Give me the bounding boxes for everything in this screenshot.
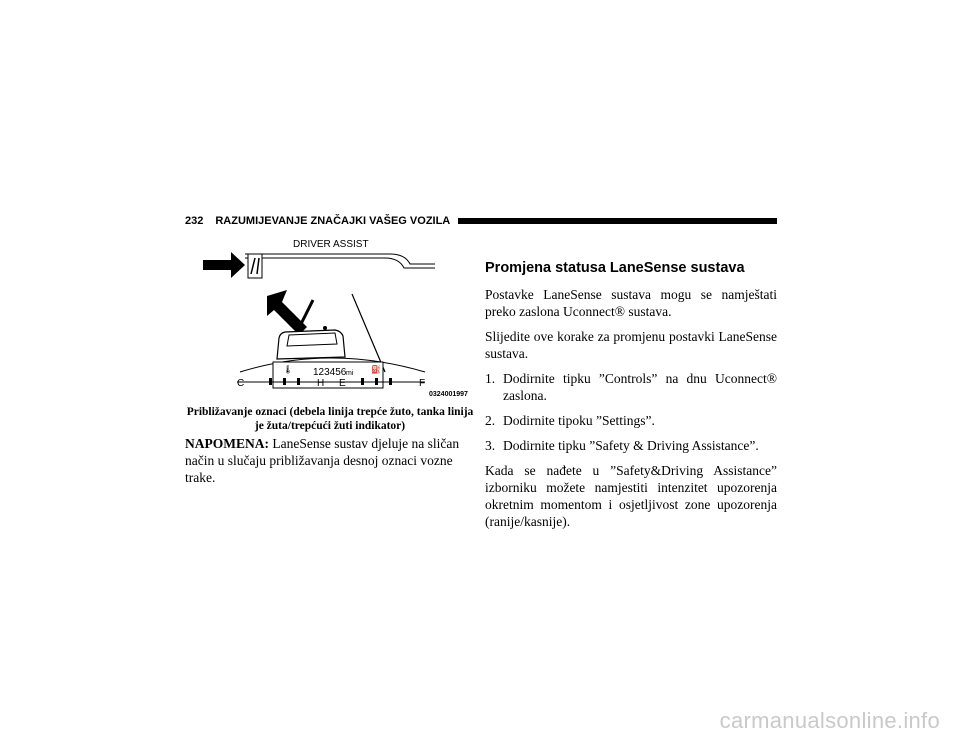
note-label: NAPOMENA: [185,436,269,451]
step-number: 3. [485,438,496,453]
paragraph-settings: Kada se nađete u ”Safety&Driving Assistance” izborniku možete namjestiti intenzitet upozorenja okretnim momentom i osjetljivost zone upozorenja (ranije/kasnije). [485,463,777,529]
right-column [485,260,777,538]
step-item [485,370,777,404]
step-text: Dodirnite tipoku ”Settings”. [503,413,655,428]
figure-caption: Približavanje oznaci (debela linija trepće žuto, tanka linija je žuta/trepćući žuti indikator) [186,406,474,432]
page-number: 232 [185,215,204,227]
note-paragraph [185,435,475,486]
fuel-empty-label: E [339,378,346,389]
section-title: RAZUMIJEVANJE ZNAČAJKI VAŠEG VOZILA [215,215,451,227]
section-heading: Promjena statusa LaneSense sustava [485,260,745,276]
paragraph-steps-intro: Slijedite ove korake za promjenu postavki LaneSense sustava. [485,329,777,361]
lane-line-left [299,300,313,328]
instrument-cluster-figure [185,232,475,402]
step-text: Dodirnite tipku ”Controls” na dnu Uconnect® zaslona. [503,371,777,403]
fuel-full-label: F [419,378,426,389]
step-item [485,437,777,454]
lanesense-indicator-icon [248,254,262,278]
arrow-left-icon [203,252,245,278]
odometer-unit: mi [346,370,354,377]
odometer-value: 123456 [313,367,347,378]
note-text: LaneSense sustav djeluje na sličan način u slučaju približavanja desnoj oznaci vozne trake. [185,436,460,485]
step-number: 2. [485,413,496,428]
watermark: carmanualsonline.info [719,708,940,733]
step-text: Dodirnite tipku ”Safety & Driving Assistance”. [503,438,759,453]
step-item [485,412,777,429]
fuel-pump-icon: ⛽ [371,365,381,374]
temperature-icon: 🌡 [283,365,294,374]
header-rule [458,218,777,224]
display-title: DRIVER ASSIST [293,239,369,250]
temp-hot-label: H [317,378,325,389]
paragraph-intro: Postavke LaneSense sustava mogu se namještati preko zaslona Uconnect® sustava. [485,287,777,319]
step-number: 1. [485,371,496,386]
page-header [185,213,777,229]
display-outline [245,254,435,264]
image-code: 0324001997 [429,391,468,398]
temp-cold-label: C [237,378,245,389]
